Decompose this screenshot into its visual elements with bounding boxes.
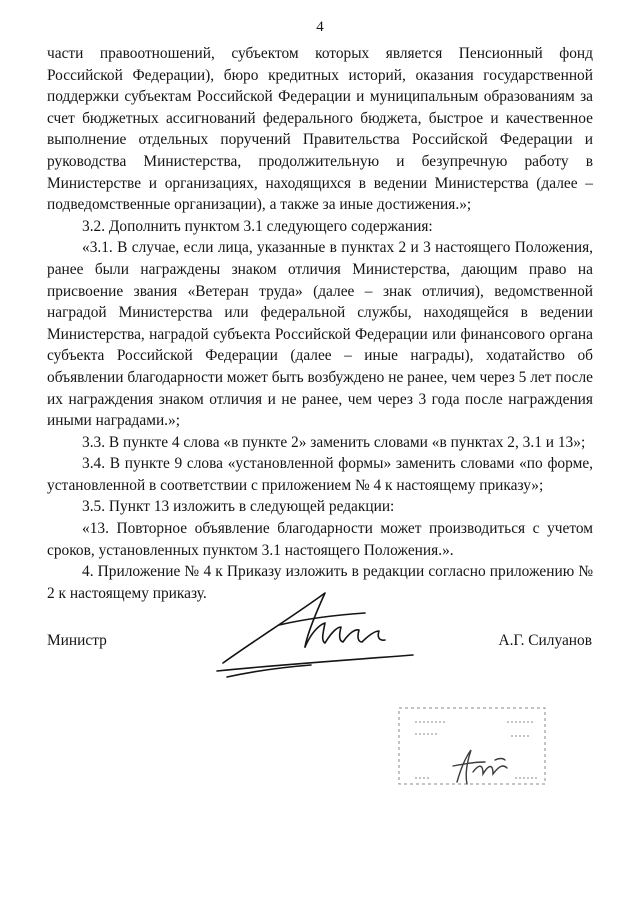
signatory-name: А.Г. Силуанов: [498, 632, 592, 649]
paragraph-3-2: 3.2. Дополнить пунктом 3.1 следующего содержания:: [82, 217, 433, 235]
paragraph-continued: части правоотношений, субъектом которых является Пенсионный фонд Российской Федерации), бюро кредитных историй, оказания государственной поддержки субъектам Российской Федерации и муниципальным образованиям за счет бюджетных ассигнований федерального бюджета, быстрое и качественное выполнение отдельных поручений Правительства Российской Федерации и руководства Министерства, продолжительную и безупречную работу в Министерстве и организациях, находящихся в ведении Министерства (далее – подведомственные организации), а также за иные достижения.»;: [47, 45, 593, 214]
paragraph-4: 4. Приложение № 4 к Приказу изложить в редакции согласно приложению № 2 к настоящему приказу.: [47, 563, 593, 602]
handwritten-signature: [215, 585, 415, 680]
paragraph-3-3: 3.3. В пункте 4 слова «в пункте 2» заменить словами «в пунктах 2, 3.1 и 13»;: [82, 433, 586, 451]
registration-stamp: [395, 702, 550, 792]
page-number: 4: [316, 19, 324, 35]
paragraph-3-5: 3.5. Пункт 13 изложить в следующей редакции:: [82, 498, 395, 516]
document-body: [47, 43, 593, 604]
paragraph-3-4: 3.4. В пункте 9 слова «установленной формы» заменить словами «по форме, установленной в соответствии с приложением № 4 к настоящему приказу»;: [47, 455, 593, 494]
paragraph-3-1-quote: «3.1. В случае, если лица, указанные в пунктах 2 и 3 настоящего Положения, ранее были награждены знаком отличия Министерства, дающим право на присвоение звания «Ветеран труда» (далее – знак отличия), ведомственной наградой Министерства или федеральной службы, находящейся в ведении Министерства, наградой субъекта Российской Федерации или финансового органа субъекта Российской Федерации (далее – иные награды), ходатайство об объявлении благодарности может быть возбуждено не ранее, чем через 5 лет после их награждения знаком отличия и не ранее, чем через 3 года после награждения иными наградами.»;: [47, 239, 593, 430]
signatory-title: Министр: [47, 632, 107, 649]
paragraph-13-quote: «13. Повторное объявление благодарности может производиться с учетом сроков, установленных пунктом 3.1 настоящего Положения.».: [47, 520, 593, 559]
